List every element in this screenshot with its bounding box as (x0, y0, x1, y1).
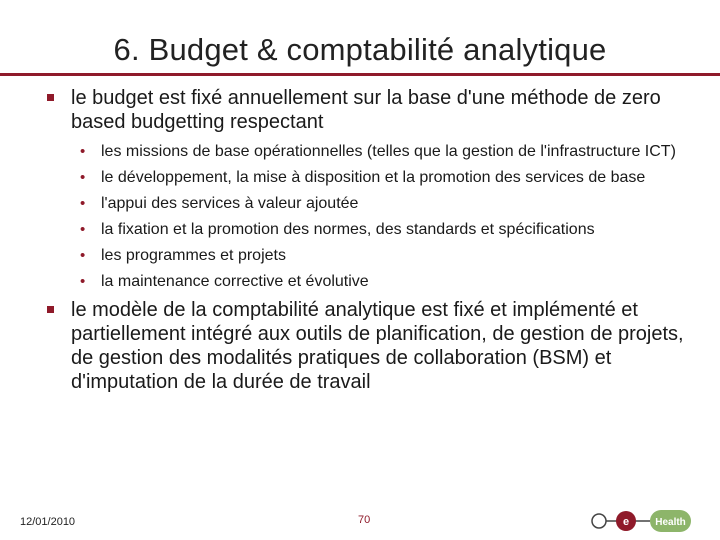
sub-bullet-text: la maintenance corrective et évolutive (101, 273, 369, 290)
dot-bullet-icon: • (80, 195, 86, 212)
sub-bullet-text: le développement, la mise à disposition et la promotion des services de base (101, 169, 646, 186)
bullet-2-text: le modèle de la comptabilité analytique est fixé et implémenté et partiellement intégré aux outils de planification, de gestion de projets, de gestion des modalités pratiques de collaboration (BSM) et d'imputation de la durée de travail (71, 299, 684, 393)
dot-bullet-icon: • (80, 247, 86, 264)
dot-bullet-icon: • (80, 143, 86, 160)
sub-bullet-list (45, 142, 685, 292)
dot-bullet-icon: • (80, 273, 86, 290)
sub-bullet-text: les missions de base opérationnelles (telles que la gestion de l'infrastructure ICT) (101, 143, 676, 160)
logo-hollow-circle-icon (592, 514, 606, 528)
sub-bullet (45, 272, 685, 292)
bullet-1 (45, 86, 685, 134)
footer-date: 12/01/2010 (20, 516, 76, 528)
sub-bullet-text: les programmes et projets (101, 247, 286, 264)
title-rule (0, 73, 720, 76)
sub-bullet (45, 168, 685, 188)
slide-content (45, 86, 685, 394)
sub-bullet-text: l'appui des services à valeur ajoutée (101, 195, 359, 212)
bullet-1-text: le budget est fixé annuellement sur la base d'une méthode de zero based budgetting respectant (71, 87, 661, 133)
dot-bullet-icon: • (80, 169, 86, 186)
sub-bullet (45, 246, 685, 266)
sub-bullet (45, 142, 685, 162)
page-number: 70 (358, 514, 371, 526)
logo-e-text: e (622, 516, 630, 528)
dot-bullet-icon: • (80, 221, 86, 238)
ehealth-logo (590, 506, 692, 536)
logo-health-text: Health (655, 517, 686, 528)
bullet-2 (45, 298, 685, 394)
square-bullet-icon (47, 306, 54, 313)
sub-bullet (45, 194, 685, 214)
slide-title: 6. Budget & comptabilité analytique (113, 32, 607, 67)
sub-bullet-text: la fixation et la promotion des normes, des standards et spécifications (101, 221, 595, 238)
sub-bullet (45, 220, 685, 240)
square-bullet-icon (47, 94, 54, 101)
